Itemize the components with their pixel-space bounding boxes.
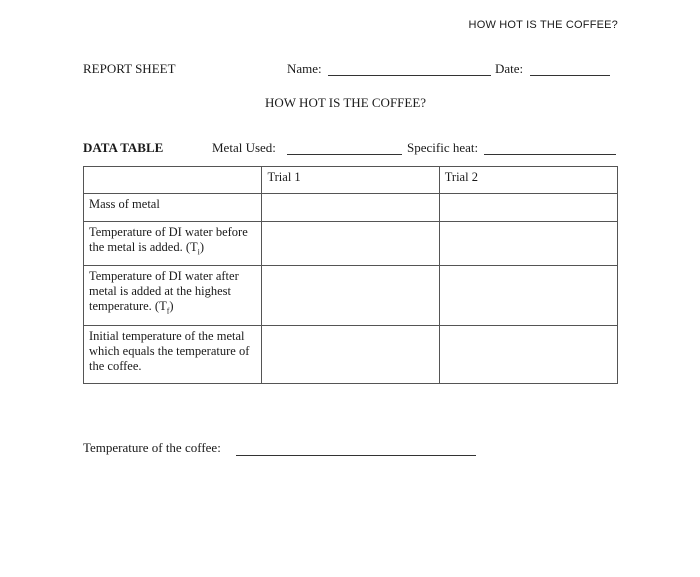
- coffee-temp-field[interactable]: [236, 455, 476, 456]
- name-label: Name:: [287, 61, 322, 76]
- table-row: [84, 222, 618, 266]
- row-label-initial-water-temp: Temperature of DI water before the metal is added. $(T_i)$: [84, 222, 262, 266]
- trial-2-final-water-temp-cell[interactable]: [439, 266, 617, 326]
- trial-2-mass-cell[interactable]: [439, 194, 617, 222]
- date-field[interactable]: [530, 75, 610, 76]
- trial-2-metal-initial-temp-cell[interactable]: [439, 326, 617, 384]
- report-title: HOW HOT IS THE COFFEE?: [265, 95, 427, 110]
- date-label: Date:: [495, 61, 524, 76]
- specific-heat-field[interactable]: [484, 154, 616, 155]
- table-row: [84, 266, 618, 326]
- trial-1-mass-cell[interactable]: [262, 194, 439, 222]
- metal-used-field[interactable]: [287, 154, 402, 155]
- trial-2-initial-water-temp-cell[interactable]: [439, 222, 617, 266]
- specific-heat-label: Specific heat:: [407, 140, 479, 155]
- trial-1-metal-initial-temp-cell[interactable]: [262, 326, 439, 384]
- name-field[interactable]: [328, 75, 491, 76]
- table-header-row: [84, 167, 618, 194]
- header-cell-trial-2: Trial 2: [439, 167, 617, 194]
- row-label-final-water-temp: Temperature of DI water after metal is added at the highest temperature. $(T_f)$: [84, 266, 262, 326]
- data-table-heading: DATA TABLE: [83, 140, 164, 155]
- metal-used-label: Metal Used:: [212, 140, 276, 155]
- data-table: [83, 166, 618, 384]
- header-cell-trial-1: Trial 1: [262, 167, 439, 194]
- table-row: [84, 326, 618, 384]
- trial-1-initial-water-temp-cell[interactable]: [262, 222, 439, 266]
- trial-1-final-water-temp-cell[interactable]: [262, 266, 439, 326]
- page-header-title: HOW HOT IS THE COFFEE?: [468, 19, 618, 31]
- coffee-temp-label: Temperature of the coffee:: [83, 440, 221, 455]
- row-label-metal-initial-temp: Initial temperature of the metal which equals the temperature of the coffee.: [84, 326, 262, 384]
- table-row: [84, 194, 618, 222]
- header-cell-empty: [84, 167, 262, 194]
- report-sheet-label: REPORT SHEET: [83, 61, 176, 76]
- row-label-mass: Mass of metal: [84, 194, 262, 222]
